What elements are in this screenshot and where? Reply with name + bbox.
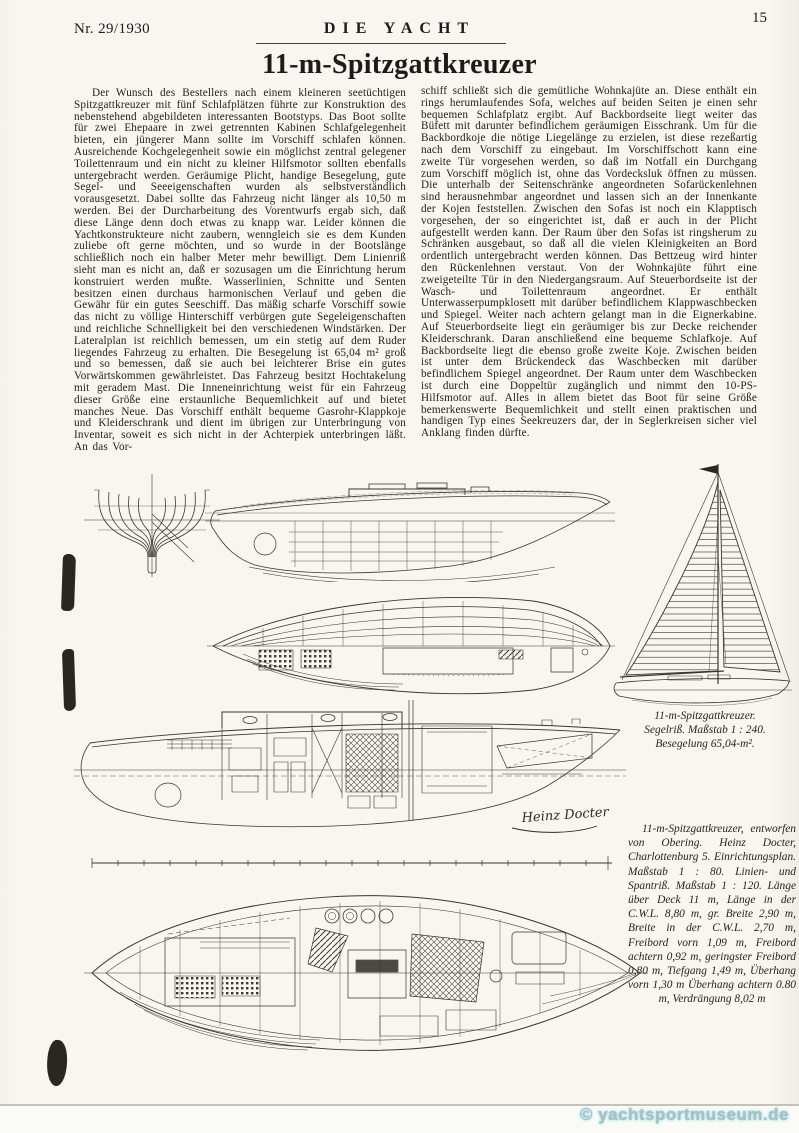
header-rule: [256, 43, 506, 44]
lines-profile-drawing: [203, 466, 619, 582]
binding-mark: [61, 554, 76, 611]
article-column-right: schiff schließt sich die gemütliche Wohnkajüte an. Diese enthält ein rings herumlaufendes Sofa, welches auf beiden Seiten je einen sehr bequemen Schlafplatz ergibt. Auf Backbordseite liegt weiter das Büfett mit darunter befindlichem geräumigen Eisschrank. Um für die Backbordkoje die nötige Liegelänge zu erzielen, ist diese rezeßartig nach dem Vorschiff zu eingebaut. Im Vorschiffschott kann eine zweite Tür vorgesehen werden, so daß im Notfall ein Durchgang zum Vorschiff möglich ist, ohne das Vordecksluk öffnen zu müssen. Die unterhalb der Seitenschränke angeordneten Sofarückenlehnen sind herausnehmbar angeordnet und lassen sich an der Innenkante der Kojen feststellen. Zwischen den Sofas ist noch ein Klapptisch vorgesehen, der so eingerichtet ist, daß er auch in der Plicht aufgestellt werden kann. Der Raum über den Sofas ist ringsherum zu Schränken ausgebaut, so daß all die vielen Kleinigkeiten an Bord ordentlich untergebracht werden können. Das Bettzeug wird hinter den Rückenlehnen verstaut. Von der Wohnkajüte führt eine zweigeteilte Tür in den Niedergangsraum. Auf Steuerbordseite ist der Wasch- und Toilettenraum angeordnet. Er enthält Unterwasserpumpklosett mit darüber befindlichem Klappwaschbecken und Spiegel. Weiter nach achtern gelangt man in die Eignerkabine. Auf Steuerbordseite liegt ein geräumiger bis zur Decke reichender Kleiderschrank. Daran anschließend eine bequeme Schlafkoje. Auf Backbordseite liegt die ebenso große zweite Koje. Zwischen beiden ist unter dem Brückendeck das Waschbecken mit darüber befindlichem Spiegel angeordnet. Der Raum unter dem Waschbecken ist durch eine Doppeltür zugänglich und nimmt den 10-PS-Hilfsmotor auf. Alles in allem bietet das Boot für seine Größe bemerkenswerte Bequemlichkeit und stellt einen praktischen und handigen Typ eines Seekreuzers dar, der in Seglerkreisen sicher viel Anklang finden dürfte.: [421, 86, 757, 440]
designer-signature: Heinz Docter: [521, 804, 610, 826]
caption-text: 11-m-Spitzgattkreuzer, entworfen von Obering. Heinz Docter, Charlottenburg 5. Einrichtungsplan. Maßstab 1 : 80. Linien- und Spantriß. Maßstab 1 : 120. Länge über Deck 11 m, Länge in der C.W.L. 8,80 m, gr. Breite 2,90 m, Breite in der C.W.L. 2,70 m, Freibord vorn 1,09 m, Freibord achtern 0,92 m, geringster Freibord 0,80 m, Tiefgang 1,49 m, Überhang vorn 1,30 m Überhang achtern 0.80 m, Verdrängung 8,02 m: [628, 823, 796, 1006]
waterlines-plan-drawing: [203, 584, 619, 700]
caption-line: Besegelung 65,04-m².: [655, 738, 755, 751]
caption-line: Segelriß. Maßstab 1 : 240.: [644, 724, 766, 737]
watermark: © yachtsportmuseum.de: [579, 1105, 789, 1124]
binding-mark: [45, 1039, 70, 1087]
page-number: 15: [752, 10, 767, 26]
plans-caption: [628, 822, 796, 1007]
article-title: 11-m-Spitzgattkreuzer: [262, 49, 537, 80]
issue-number: Nr. 29/1930: [74, 21, 151, 37]
sail-plan-caption: [613, 709, 797, 752]
binding-mark: [62, 649, 76, 711]
magazine-title: DIE YACHT: [323, 20, 476, 37]
interior-elevation-drawing: [72, 698, 628, 874]
interior-plan-drawing: [80, 876, 652, 1076]
article-column-left: Der Wunsch des Bestellers nach einem kleineren seetüchtigen Spitzgattkreuzer mit fünf Schlafplätzen führte zur Konstruktion des nebenstehend abgebildeten interessanten Bootstyps. Das Boot sollte für zwei Ehepaare in zwei getrennten Kabinen Schlafgelegenheit bieten, ein jüngerer Mann sollte im Vorschiff schlafen können. Ausreichende Kochgelegenheit sowie ein möglichst zentral gelegener Toilettenraum und ein nicht zu kleiner Hilfsmotor sollten ebenfalls untergebracht werden. Geräumige Plicht, handige Besegelung, gute Segel- und Seeeigenschaften wurden als selbstverständlich vorausgesetzt. Dabei sollte das Fahrzeug nicht länger als 10,50 m werden. Bei der Durcharbeitung des Vorentwurfs ergab sich, daß diese Länge denn doch etwas zu knapp war. Leider können die Yachtkonstrukteure nicht zaubern, wenngleich sie es dem Kunden zuliebe oft gerne möchten, und so wurde in der Bootslänge schließlich noch ein halber Meter mehr bewilligt. Dem Linienriß sieht man es nicht an, daß er sozusagen um die Einrichtung herum konstruiert werden mußte. Wasserlinien, Schnitte und Senten besitzen einen durchaus harmonischen Verlauf und geben die Gewähr für ein gutes Seeschiff. Das mäßig scharfe Vorschiff sowie das nicht zu völlige Hinterschiff verbürgen gute Segeleigenschaften und reichliche Schnelligkeit bei den verschiedenen Windstärken. Der Lateralplan ist reichlich bemessen, um ein stetig auf dem Ruder liegendes Fahrzeug zu erhalten. Die Besegelung ist 65,04 m² groß und so bemessen, daß sie auch bei leichterer Brise ein gutes Vorwärtskommen gewährleistet. Das Fahrzeug besitzt Hochtakelung mit geradem Mast. Die Inneneinrichtung weist für ein Fahrzeug dieser Größe eine erstaunliche Bequemlichkeit auf und bietet manches Neue. Das Vorschiff enthält bequeme Gasrohr-Klappkoje und Kleiderschrank und dient im übrigen zur Unterbringung von Inventar, soweit es sich nicht in der Achterpiek unterbringen läßt. An das Vor-: [74, 88, 406, 453]
sail-plan-drawing: [612, 456, 797, 706]
caption-line: 11-m-Spitzgattkreuzer.: [654, 710, 756, 722]
